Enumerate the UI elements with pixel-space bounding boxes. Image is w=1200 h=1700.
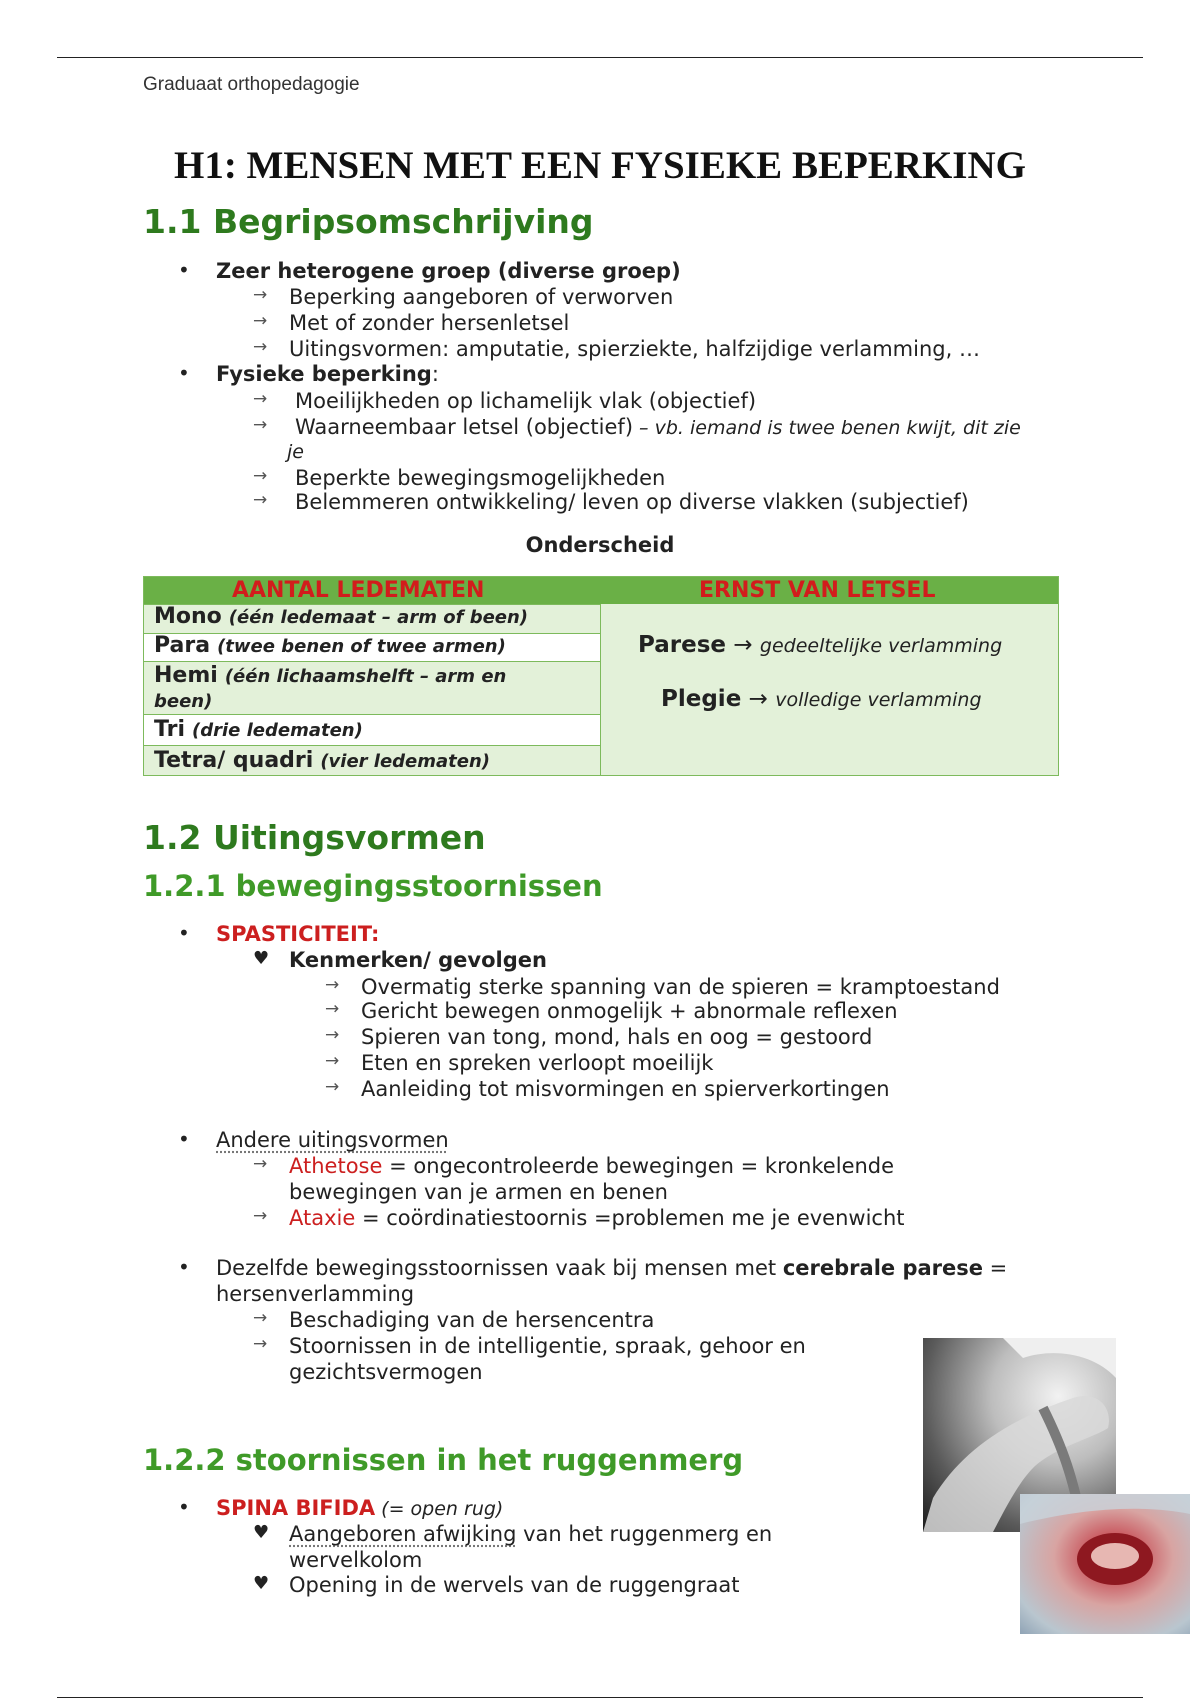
sub-item: Ataxie = coördinatiestoornis =problemen me je evenwicht — [289, 1206, 905, 1230]
arrow-icon: → — [325, 1077, 340, 1097]
bullet-icon: • — [178, 921, 190, 945]
arrow-icon: → — [253, 466, 268, 486]
list-item: Kenmerken/ gevolgen — [289, 948, 547, 972]
arrow-icon: → — [253, 415, 268, 435]
sub-item: Waarneembaar letsel (objectief) – vb. iemand is twee benen kwijt, dit zie — [295, 415, 1021, 439]
sub-item: Belemmeren ontwikkeling/ leven op diverse vlakken (subjectief) — [295, 490, 969, 514]
col-header-ernst: ERNST VAN LETSEL — [699, 578, 936, 603]
sub-item: Beperking aangeboren of verworven — [289, 285, 674, 309]
sub-item: Eten en spreken verloopt moeilijk — [361, 1051, 714, 1075]
running-header: Graduaat orthopedagogie — [143, 74, 360, 95]
heading-1-1: 1.1 Begripsomschrijving — [143, 202, 594, 241]
arrow-icon: → — [325, 1051, 340, 1071]
sub-item: Met of zonder hersenletsel — [289, 311, 570, 335]
heading-1-2-2: 1.2.2 stoornissen in het ruggenmerg — [143, 1443, 744, 1477]
sub-item: Beperkte bewegingsmogelijkheden — [295, 466, 666, 490]
arrow-icon: → — [253, 311, 268, 331]
bullet-icon: • — [178, 1127, 190, 1151]
bullet-icon: • — [178, 361, 190, 385]
bottom-rule — [57, 1697, 1143, 1698]
table-caption: Onderscheid — [525, 533, 675, 557]
arrow-icon: → — [253, 1308, 268, 1328]
table-header — [144, 577, 1058, 604]
table-row: Para (twee benen of twee armen) — [144, 633, 600, 661]
bullet-icon: • — [178, 1495, 190, 1519]
sub-item: Spieren van tong, mond, hals en oog = gestoord — [361, 1025, 873, 1049]
bullet-icon: • — [178, 1255, 190, 1279]
sub-item: Stoornissen in de intelligentie, spraak, gehoor en — [289, 1334, 806, 1358]
arrow-icon: → — [325, 975, 340, 995]
page-title: H1: MENSEN MET EEN FYSIEKE BEPERKING — [173, 144, 1026, 187]
table-row: Mono (één ledemaat – arm of been) — [144, 604, 600, 633]
severity-plegie: Plegie → volledige verlamming — [661, 686, 982, 712]
arrow-icon: → — [325, 1025, 340, 1045]
sub-item: Uitingsvormen: amputatie, spierziekte, halfzijdige verlamming, … — [289, 337, 980, 361]
sub-item: Moeilijkheden op lichamelijk vlak (objectief) — [295, 389, 757, 413]
sub-item-cont: je — [287, 441, 304, 463]
arrow-icon: → — [253, 337, 268, 357]
term-spasticiteit: SPASTICITEIT: — [216, 922, 380, 946]
sub-item: Overmatig sterke spanning van de spieren = kramptoestand — [361, 975, 1000, 999]
arrow-icon: → — [253, 1334, 268, 1354]
sub-item-cont: wervelkolom — [289, 1548, 423, 1572]
arrow-icon: → — [253, 1206, 268, 1226]
list-item: Dezelfde bewegingsstoornissen vaak bij mensen met cerebrale parese = — [216, 1256, 1008, 1280]
sub-item: Athetose = ongecontroleerde bewegingen = kronkelende — [289, 1154, 895, 1178]
spina-bifida-photo — [1020, 1494, 1190, 1634]
arrow-icon: → — [253, 1154, 268, 1174]
table-row: Tri (drie ledematen) — [144, 714, 600, 745]
list-item-cont: hersenverlamming — [216, 1282, 415, 1306]
list-item: Fysieke beperking: — [216, 362, 439, 386]
arrow-icon: → — [253, 285, 268, 305]
heading-1-2: 1.2 Uitingsvormen — [143, 818, 486, 857]
arrow-icon: → — [325, 999, 340, 1019]
sub-item: Opening in de wervels van de ruggengraat — [289, 1573, 740, 1597]
heart-icon: ♥ — [253, 1522, 270, 1543]
sub-item: Aanleiding tot misvormingen en spierverkortingen — [361, 1077, 890, 1101]
top-rule — [57, 57, 1143, 58]
arrow-icon: → — [253, 389, 268, 409]
heart-icon: ♥ — [253, 1573, 270, 1594]
sub-item: Gericht bewegen onmogelijk + abnormale reflexen — [361, 999, 898, 1023]
onderscheid-table — [143, 576, 1059, 776]
col-header-ledematen: AANTAL LEDEMATEN — [232, 578, 485, 603]
list-item: Zeer heterogene groep (diverse groep) — [216, 259, 681, 283]
arrow-icon: → — [253, 490, 268, 510]
table-divider — [600, 604, 601, 775]
table-row: Tetra/ quadri (vier ledematen) — [144, 745, 600, 775]
list-item: Andere uitingsvormen — [216, 1128, 449, 1152]
heart-icon: ♥ — [253, 948, 270, 969]
list-item: SPINA BIFIDA (= open rug) — [216, 1496, 504, 1520]
bullet-icon: • — [178, 258, 190, 282]
severity-parese: Parese → gedeeltelijke verlamming — [638, 632, 1003, 658]
heading-1-2-1: 1.2.1 bewegingsstoornissen — [143, 869, 603, 903]
table-row: Hemi (één lichaamshelft – arm en been) — [144, 661, 600, 714]
sub-item: Beschadiging van de hersencentra — [289, 1308, 655, 1332]
sub-item-cont: bewegingen van je armen en benen — [289, 1180, 668, 1204]
sub-item: Aangeboren afwijking van het ruggenmerg en — [289, 1522, 773, 1546]
sub-item-cont: gezichtsvermogen — [289, 1360, 483, 1384]
